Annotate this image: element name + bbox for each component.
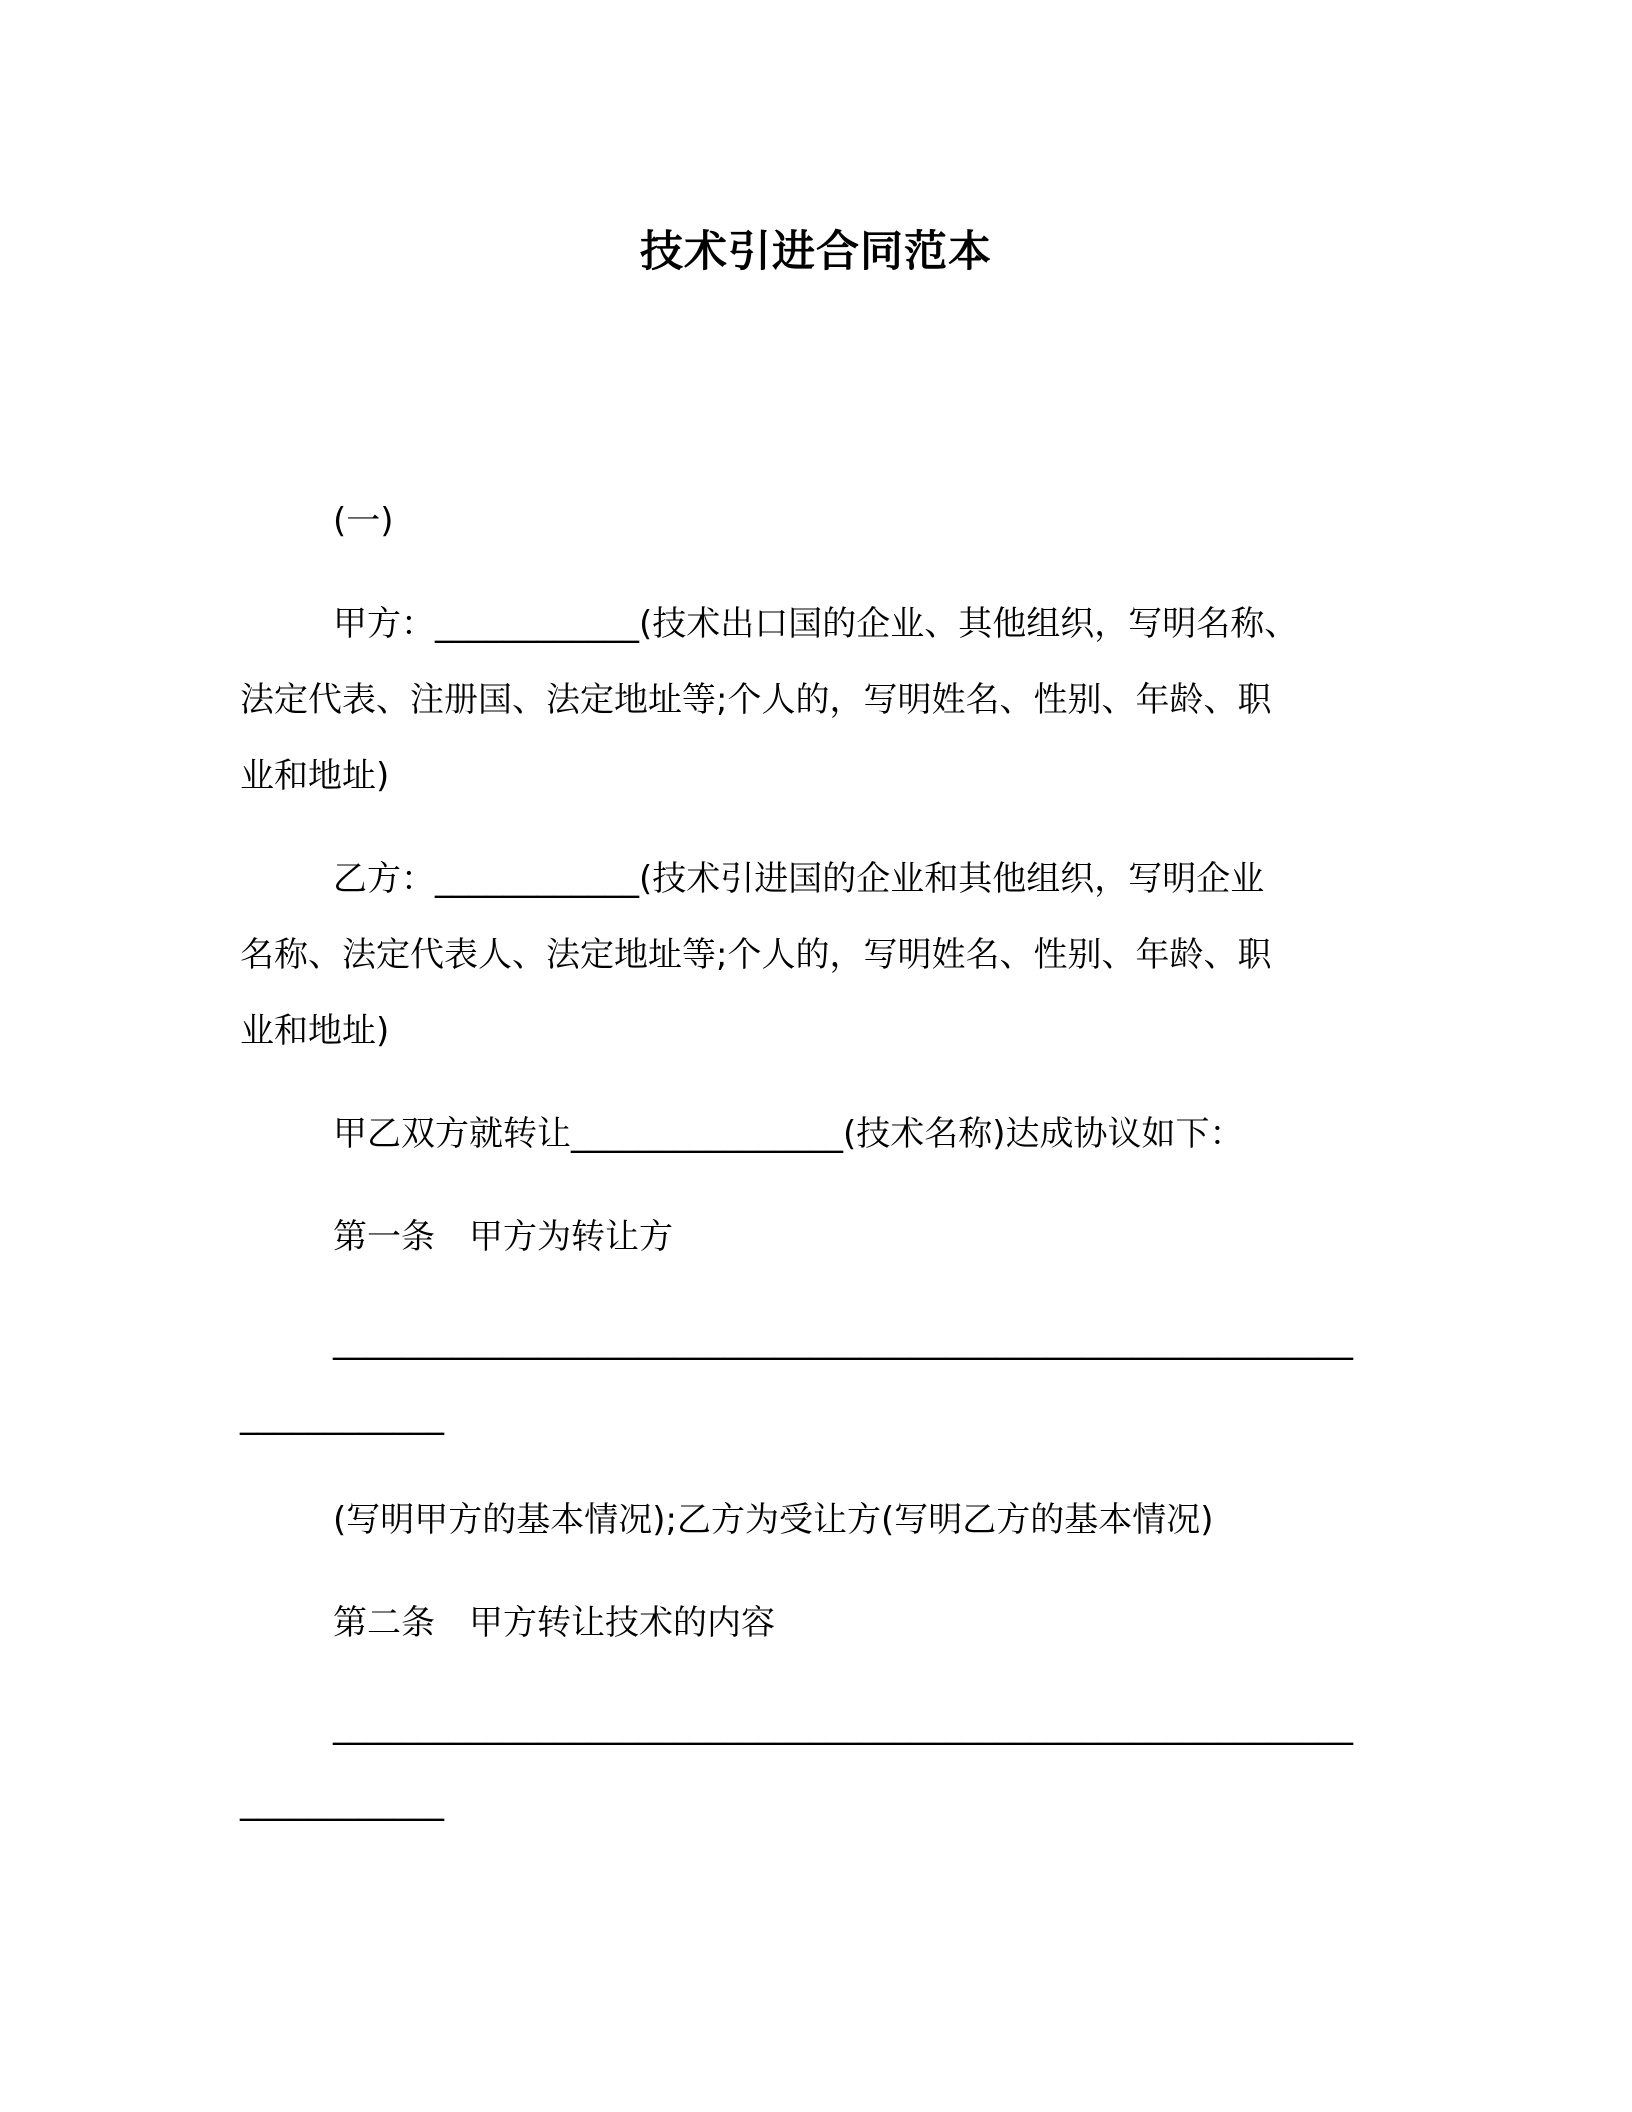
party-a-line-1: 甲方：____________(技术出口国的企业、其他组织，写明名称、: [333, 604, 1299, 644]
party-b-line-1: 乙方：____________(技术引进国的企业和其他组织，写明企业: [333, 859, 1265, 899]
article-1-heading: 第一条 甲方为转让方: [333, 1217, 673, 1257]
document-title: 技术引进合同范本: [640, 227, 992, 277]
agreement-intro: 甲乙双方就转让________________(技术名称)达成协议如下：: [333, 1114, 1244, 1154]
party-b-line-3: 业和地址): [240, 1011, 390, 1051]
article-2-blank-line-2: ____________: [240, 1782, 444, 1822]
article-2-heading: 第二条 甲方转让技术的内容: [333, 1603, 775, 1643]
section-number: (一): [333, 501, 394, 541]
party-b-line-2: 名称、法定代表人、法定地址等;个人的，写明姓名、性别、年龄、职: [240, 935, 1272, 975]
article-1-note: (写明甲方的基本情况);乙方为受让方(写明乙方的基本情况): [333, 1500, 1214, 1540]
party-a-line-3: 业和地址): [240, 756, 390, 796]
article-2-blank-line-1: ____________________________________________________________: [333, 1706, 1353, 1746]
article-1-blank-line-2: ____________: [240, 1396, 444, 1436]
party-a-line-2: 法定代表、注册国、法定地址等;个人的，写明姓名、性别、年龄、职: [240, 680, 1272, 720]
article-1-blank-line-1: ____________________________________________________________: [333, 1321, 1353, 1361]
